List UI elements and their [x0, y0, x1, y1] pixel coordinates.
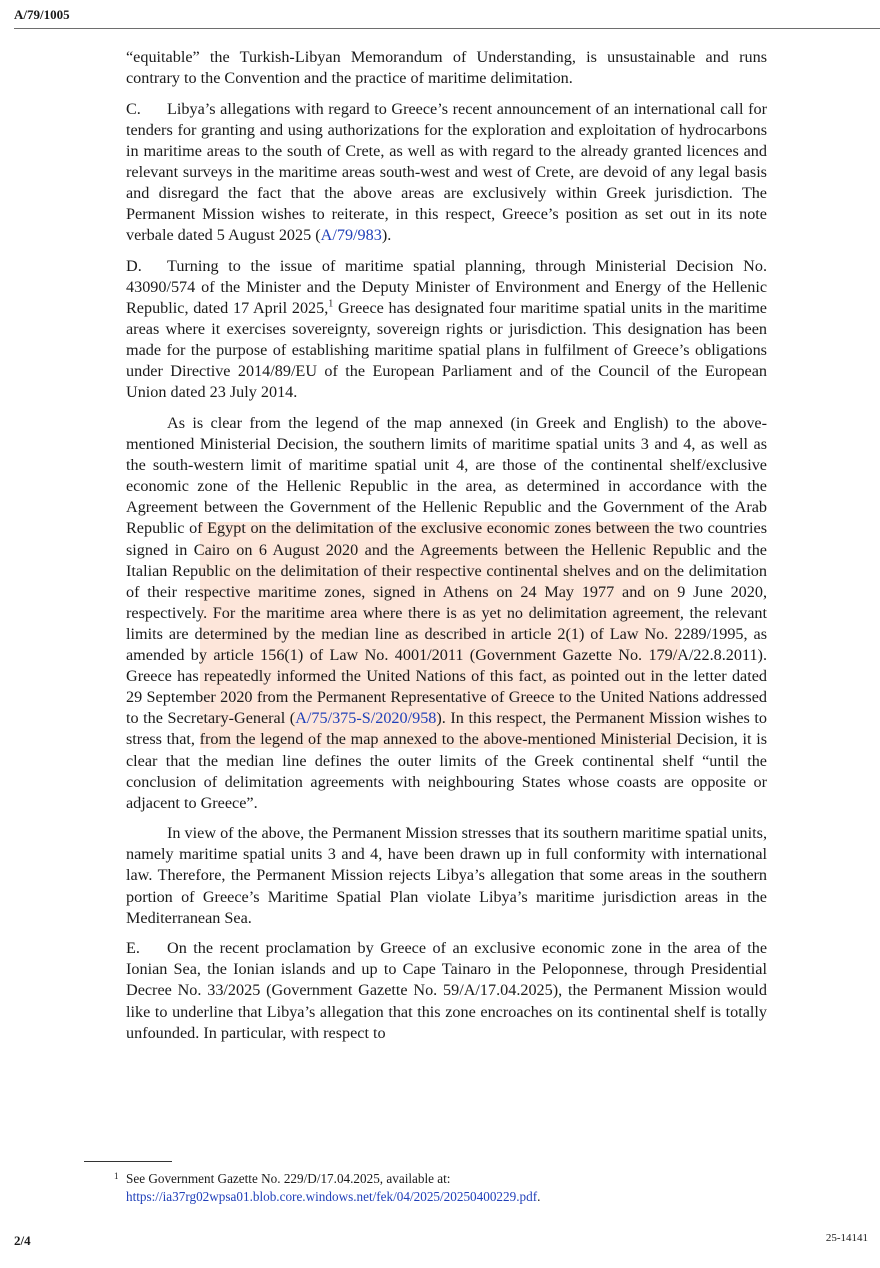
footnote [114, 1170, 766, 1206]
paragraph-text-end: ). [381, 226, 392, 245]
document-body [126, 47, 767, 1053]
paragraph-text-end: ). In this respect, the Permanent Mission wishes to stress that, from the legend of the map annexed to the above-mentioned Ministerial Decision, it is clear that the median line defines the outer limits of the Greek continental shelf “until the conclusion of delimitation agreements with neighbouring States whose coasts are opposite or adjacent to Greece”. [126, 709, 767, 812]
paragraph-text-end: Greece has designated four maritime spatial units in the maritime areas where it exercises sovereignty, sovereign rights or jurisdiction. This designation has been made for the purpose of establishing maritime spatial plans in fulfilment of Greece’s obligations under Directive 2014/89/EU of the European Parliament and of the Council of the European Union dated 23 July 2014. [126, 299, 767, 402]
paragraph-text: Turning to the issue of maritime spatial planning, through Ministerial Decision No. 43090/574 of the Minister and the Deputy Minister of Environment and Energy of the Hellenic Republic, dated 17 April 2025, [126, 256, 767, 318]
paragraph-continuation: “equitable” the Turkish-Libyan Memorandum of Understanding, is unsustainable and runs contrary to the Convention and the practice of maritime delimitation. [126, 48, 767, 88]
page-number: 2/4 [14, 1233, 31, 1248]
document-symbol: A/79/1005 [14, 7, 70, 22]
paragraph-e [126, 938, 767, 1043]
footnote-number: 1 [114, 1171, 119, 1181]
footnote-text-end: . [537, 1189, 541, 1204]
footnote-reference[interactable]: 1 [328, 298, 334, 310]
footnote-rule [84, 1161, 172, 1162]
footnote-url-link[interactable]: https://ia37rg02wpsa01.blob.core.windows.net/fek/04/2025/20250400229.pdf [126, 1189, 538, 1204]
job-number: 25-14141 [825, 1232, 868, 1244]
paragraph-label: C. [126, 99, 141, 118]
header-rule [14, 28, 880, 29]
paragraph-text: As is clear from the legend of the map annexed (in Greek and English) to the above-mentioned Ministerial Decision, the southern limits of maritime spatial units 3 and 4, as well as the south-western limit of maritime spatial unit 4, are those of the continental shelf/exclusive economic zone of the Hellenic Republic in the area, as determined in accordance with the Agreement between the Government of the Hellenic Republic and the Government of the Arab Republic of Egypt on the delimitation of the exclusive economic zones between the two countries signed in Cairo on 6 August 2020 and the Agreements between the Hellenic Republic and the Italian Republic on the delimitation of their respective continental shelves and on the delimitation of their respective maritime zones, signed in Athens on 24 May 1977 and on 9 June 2020, respectively. For the maritime area where there is as yet no delimitation agreement, the relevant limits are determined by the median line as described in article 2(1) of Law No. 2289/1995, as amended by article 156(1) of Law No. 4001/2011 (Government Gazette No. 179/A/22.8.2011). Greece has repeatedly informed the United Nations of this fact, as pointed out in the letter dated 29 September 2020 from the Permanent Representative of Greece to the United Nations addressed to the Secretary-General ( [126, 414, 767, 728]
paragraph-map-legend [126, 413, 767, 814]
paragraph-conclusion: In view of the above, the Permanent Mission stresses that its southern maritime spatial units, namely maritime spatial units 3 and 4, have been drawn up in full conformity with international law. Therefore, the Permanent Mission rejects Libya’s allegation that some areas in the southern portion of Greece’s Maritime Spatial Plan violate Libya’s maritime jurisdiction areas in the Mediterranean Sea. [126, 824, 767, 927]
paragraph-label: E. [126, 939, 140, 958]
footnote-text: See Government Gazette No. 229/D/17.04.2025, available at: [126, 1171, 451, 1186]
document-link-a-75-375[interactable]: A/75/375-S/2020/958 [295, 709, 437, 728]
paragraph-c [126, 99, 767, 247]
paragraph-d [126, 256, 767, 404]
paragraph-text: Libya’s allegations with regard to Greece’s recent announcement of an international call for tenders for granting and using authorizations for the exploration and exploitation of hydrocarbons in maritime areas to the south of Crete, as well as with regard to the already granted licences and relevant surveys in the maritime areas south-west and west of Crete, are devoid of any legal basis and disregard the fact that the above areas are exclusively within Greek jurisdiction. The Permanent Mission wishes to reiterate, in this respect, Greece’s position as set out in its note verbale dated 5 August 2025 ( [126, 99, 767, 245]
document-link-a-79-983[interactable]: A/79/983 [320, 226, 382, 245]
paragraph-label: D. [126, 256, 142, 275]
paragraph-text: On the recent proclamation by Greece of an exclusive economic zone in the area of the Ionian Sea, the Ionian islands and up to Cape Tainaro in the Peloponnese, through Presidential Decree No. 33/2025 (Government Gazette No. 59/A/17.04.2025), the Permanent Mission would like to underline that Libya’s allegation that this zone encroaches on its continental shelf is totally unfounded. In particular, with respect to [126, 939, 767, 1042]
